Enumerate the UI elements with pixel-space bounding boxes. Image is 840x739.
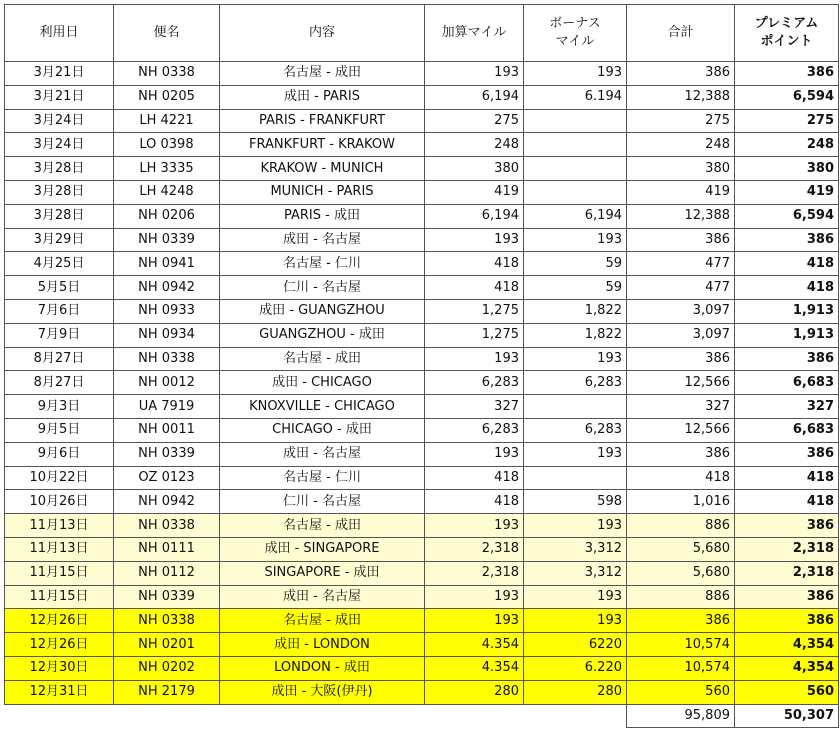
cell-miles: 275 [425, 109, 524, 133]
cell-flight: NH 0011 [114, 418, 220, 442]
cell-miles: 418 [425, 490, 524, 514]
cell-miles: 193 [425, 585, 524, 609]
cell-date: 3月24日 [5, 133, 114, 157]
cell-points: 386 [735, 609, 839, 633]
cell-date: 7月6日 [5, 299, 114, 323]
cell-miles: 4.354 [425, 656, 524, 680]
cell-flight: NH 0338 [114, 609, 220, 633]
cell-route: 名古屋 - 成田 [220, 347, 425, 371]
cell-date: 11月13日 [5, 514, 114, 538]
cell-total: 386 [627, 442, 735, 466]
cell-bonus [524, 109, 627, 133]
cell-route: CHICAGO - 成田 [220, 418, 425, 442]
table-row [5, 418, 839, 442]
cell-route: 名古屋 - 成田 [220, 609, 425, 633]
cell-miles: 419 [425, 180, 524, 204]
cell-date: 3月29日 [5, 228, 114, 252]
table-row [5, 109, 839, 133]
cell-miles: 2,318 [425, 537, 524, 561]
cell-date: 8月27日 [5, 347, 114, 371]
column-header-bonus: ボーナス マイル [524, 5, 627, 62]
table-row [5, 442, 839, 466]
cell-total: 10,574 [627, 633, 735, 657]
cell-route: 仁川 - 名古屋 [220, 490, 425, 514]
cell-flight: NH 0205 [114, 85, 220, 109]
table-row [5, 323, 839, 347]
cell-total: 5,680 [627, 561, 735, 585]
cell-bonus: 3,312 [524, 537, 627, 561]
blank-cell [220, 704, 425, 728]
cell-route: KRAKOW - MUNICH [220, 157, 425, 181]
header-row [5, 5, 839, 62]
table-row [5, 585, 839, 609]
cell-points: 2,318 [735, 537, 839, 561]
cell-miles: 6,194 [425, 204, 524, 228]
cell-miles: 248 [425, 133, 524, 157]
cell-date: 5月5日 [5, 276, 114, 300]
cell-date: 11月15日 [5, 561, 114, 585]
column-header-date: 利用日 [5, 5, 114, 62]
cell-miles: 6,283 [425, 371, 524, 395]
cell-flight: NH 0941 [114, 252, 220, 276]
column-header-total: 合計 [627, 5, 735, 62]
cell-date: 12月26日 [5, 633, 114, 657]
cell-total: 327 [627, 395, 735, 419]
grand-total-miles: 95,809 [627, 704, 735, 728]
table-row [5, 276, 839, 300]
table-row [5, 466, 839, 490]
cell-points: 2,318 [735, 561, 839, 585]
cell-miles: 4.354 [425, 633, 524, 657]
cell-points: 4,354 [735, 656, 839, 680]
table-body [5, 62, 839, 728]
cell-route: 仁川 - 名古屋 [220, 276, 425, 300]
cell-miles: 193 [425, 514, 524, 538]
column-header-points: プレミアム ポイント [735, 5, 839, 62]
cell-total: 560 [627, 680, 735, 704]
cell-bonus [524, 466, 627, 490]
cell-date: 9月6日 [5, 442, 114, 466]
cell-points: 380 [735, 157, 839, 181]
cell-points: 386 [735, 62, 839, 86]
cell-flight: NH 2179 [114, 680, 220, 704]
cell-points: 6,683 [735, 371, 839, 395]
cell-bonus: 193 [524, 442, 627, 466]
cell-flight: NH 0338 [114, 62, 220, 86]
cell-total: 380 [627, 157, 735, 181]
cell-points: 1,913 [735, 299, 839, 323]
cell-total: 3,097 [627, 299, 735, 323]
cell-bonus: 193 [524, 228, 627, 252]
cell-miles: 2,318 [425, 561, 524, 585]
cell-flight: NH 0942 [114, 276, 220, 300]
cell-flight: LH 4221 [114, 109, 220, 133]
cell-points: 418 [735, 252, 839, 276]
cell-points: 6,594 [735, 204, 839, 228]
cell-date: 3月28日 [5, 157, 114, 181]
cell-flight: UA 7919 [114, 395, 220, 419]
table-row [5, 62, 839, 86]
cell-bonus: 3,312 [524, 561, 627, 585]
cell-date: 3月28日 [5, 180, 114, 204]
cell-points: 386 [735, 228, 839, 252]
column-header-route: 内容 [220, 5, 425, 62]
cell-total: 5,680 [627, 537, 735, 561]
cell-miles: 193 [425, 62, 524, 86]
cell-total: 12,566 [627, 371, 735, 395]
cell-miles: 418 [425, 276, 524, 300]
cell-bonus: 6.194 [524, 85, 627, 109]
table-row [5, 180, 839, 204]
cell-route: FRANKFURT - KRAKOW [220, 133, 425, 157]
cell-miles: 1,275 [425, 323, 524, 347]
table-row [5, 656, 839, 680]
table-row [5, 133, 839, 157]
cell-total: 12,388 [627, 85, 735, 109]
cell-points: 4,354 [735, 633, 839, 657]
cell-flight: OZ 0123 [114, 466, 220, 490]
cell-total: 419 [627, 180, 735, 204]
cell-flight: NH 0934 [114, 323, 220, 347]
cell-bonus: 6220 [524, 633, 627, 657]
totals-row [5, 704, 839, 728]
cell-miles: 1,275 [425, 299, 524, 323]
cell-bonus: 598 [524, 490, 627, 514]
cell-route: 成田 - GUANGZHOU [220, 299, 425, 323]
table-row [5, 537, 839, 561]
cell-total: 386 [627, 609, 735, 633]
cell-bonus: 193 [524, 347, 627, 371]
cell-route: 成田 - 大阪(伊丹) [220, 680, 425, 704]
cell-flight: NH 0339 [114, 228, 220, 252]
cell-points: 560 [735, 680, 839, 704]
cell-total: 477 [627, 252, 735, 276]
cell-date: 10月26日 [5, 490, 114, 514]
cell-route: 名古屋 - 仁川 [220, 252, 425, 276]
cell-bonus: 193 [524, 609, 627, 633]
cell-bonus: 59 [524, 276, 627, 300]
cell-total: 386 [627, 62, 735, 86]
table-row [5, 252, 839, 276]
cell-route: 成田 - 名古屋 [220, 228, 425, 252]
cell-flight: LO 0398 [114, 133, 220, 157]
cell-flight: NH 0201 [114, 633, 220, 657]
cell-bonus: 280 [524, 680, 627, 704]
cell-route: LONDON - 成田 [220, 656, 425, 680]
cell-date: 3月21日 [5, 85, 114, 109]
cell-date: 12月30日 [5, 656, 114, 680]
cell-date: 7月9日 [5, 323, 114, 347]
cell-points: 1,913 [735, 323, 839, 347]
cell-flight: NH 0206 [114, 204, 220, 228]
cell-points: 418 [735, 490, 839, 514]
cell-miles: 6,283 [425, 418, 524, 442]
table-row [5, 85, 839, 109]
cell-points: 386 [735, 514, 839, 538]
cell-points: 248 [735, 133, 839, 157]
cell-flight: NH 0942 [114, 490, 220, 514]
cell-date: 10月22日 [5, 466, 114, 490]
cell-total: 12,566 [627, 418, 735, 442]
cell-total: 886 [627, 585, 735, 609]
table-row [5, 371, 839, 395]
cell-bonus [524, 157, 627, 181]
cell-bonus: 193 [524, 514, 627, 538]
table-row [5, 299, 839, 323]
cell-bonus: 1,822 [524, 323, 627, 347]
cell-points: 6,594 [735, 85, 839, 109]
cell-miles: 418 [425, 466, 524, 490]
cell-points: 419 [735, 180, 839, 204]
cell-date: 9月3日 [5, 395, 114, 419]
cell-points: 418 [735, 466, 839, 490]
cell-bonus [524, 133, 627, 157]
cell-points: 386 [735, 442, 839, 466]
cell-miles: 193 [425, 442, 524, 466]
blank-cell [114, 704, 220, 728]
cell-date: 3月21日 [5, 62, 114, 86]
cell-flight: NH 0202 [114, 656, 220, 680]
cell-bonus [524, 180, 627, 204]
cell-bonus: 6.220 [524, 656, 627, 680]
cell-bonus: 59 [524, 252, 627, 276]
table-row [5, 395, 839, 419]
cell-date: 12月31日 [5, 680, 114, 704]
cell-points: 275 [735, 109, 839, 133]
column-header-miles: 加算マイル [425, 5, 524, 62]
cell-date: 11月15日 [5, 585, 114, 609]
cell-total: 1,016 [627, 490, 735, 514]
cell-total: 386 [627, 347, 735, 371]
table-row [5, 680, 839, 704]
cell-route: MUNICH - PARIS [220, 180, 425, 204]
cell-flight: NH 0339 [114, 585, 220, 609]
cell-bonus: 193 [524, 62, 627, 86]
table-row [5, 157, 839, 181]
cell-points: 386 [735, 585, 839, 609]
cell-points: 327 [735, 395, 839, 419]
cell-miles: 193 [425, 347, 524, 371]
cell-route: 名古屋 - 仁川 [220, 466, 425, 490]
column-header-flight: 便名 [114, 5, 220, 62]
cell-total: 477 [627, 276, 735, 300]
flight-miles-table [4, 4, 839, 728]
cell-route: 成田 - CHICAGO [220, 371, 425, 395]
cell-miles: 418 [425, 252, 524, 276]
table-row [5, 609, 839, 633]
cell-route: 成田 - 名古屋 [220, 442, 425, 466]
cell-total: 248 [627, 133, 735, 157]
cell-date: 3月24日 [5, 109, 114, 133]
cell-flight: NH 0338 [114, 347, 220, 371]
cell-total: 275 [627, 109, 735, 133]
cell-total: 386 [627, 228, 735, 252]
cell-route: PARIS - 成田 [220, 204, 425, 228]
cell-bonus: 1,822 [524, 299, 627, 323]
cell-miles: 193 [425, 228, 524, 252]
cell-bonus: 6,283 [524, 418, 627, 442]
table-row [5, 633, 839, 657]
cell-date: 8月27日 [5, 371, 114, 395]
table-row [5, 490, 839, 514]
cell-route: PARIS - FRANKFURT [220, 109, 425, 133]
cell-date: 4月25日 [5, 252, 114, 276]
cell-flight: NH 0933 [114, 299, 220, 323]
cell-bonus: 193 [524, 585, 627, 609]
grand-total-points: 50,307 [735, 704, 839, 728]
cell-flight: NH 0338 [114, 514, 220, 538]
cell-date: 3月28日 [5, 204, 114, 228]
cell-route: 名古屋 - 成田 [220, 514, 425, 538]
cell-miles: 193 [425, 609, 524, 633]
blank-cell [425, 704, 524, 728]
table-row [5, 347, 839, 371]
cell-route: GUANGZHOU - 成田 [220, 323, 425, 347]
cell-flight: NH 0111 [114, 537, 220, 561]
cell-bonus: 6,283 [524, 371, 627, 395]
cell-miles: 6,194 [425, 85, 524, 109]
cell-total: 418 [627, 466, 735, 490]
cell-flight: NH 0012 [114, 371, 220, 395]
cell-route: 成田 - 名古屋 [220, 585, 425, 609]
cell-flight: NH 0339 [114, 442, 220, 466]
cell-total: 3,097 [627, 323, 735, 347]
cell-bonus [524, 395, 627, 419]
cell-route: KNOXVILLE - CHICAGO [220, 395, 425, 419]
cell-route: 成田 - PARIS [220, 85, 425, 109]
blank-cell [524, 704, 627, 728]
cell-points: 386 [735, 347, 839, 371]
table-row [5, 561, 839, 585]
cell-miles: 280 [425, 680, 524, 704]
table-row [5, 204, 839, 228]
cell-total: 886 [627, 514, 735, 538]
cell-date: 9月5日 [5, 418, 114, 442]
cell-total: 10,574 [627, 656, 735, 680]
blank-cell [5, 704, 114, 728]
cell-total: 12,388 [627, 204, 735, 228]
cell-route: SINGAPORE - 成田 [220, 561, 425, 585]
cell-flight: LH 4248 [114, 180, 220, 204]
table-row [5, 228, 839, 252]
cell-date: 12月26日 [5, 609, 114, 633]
cell-date: 11月13日 [5, 537, 114, 561]
cell-flight: LH 3335 [114, 157, 220, 181]
table-row [5, 514, 839, 538]
cell-route: 名古屋 - 成田 [220, 62, 425, 86]
cell-flight: NH 0112 [114, 561, 220, 585]
cell-route: 成田 - LONDON [220, 633, 425, 657]
cell-miles: 380 [425, 157, 524, 181]
cell-miles: 327 [425, 395, 524, 419]
cell-route: 成田 - SINGAPORE [220, 537, 425, 561]
cell-points: 418 [735, 276, 839, 300]
cell-bonus: 6,194 [524, 204, 627, 228]
cell-points: 6,683 [735, 418, 839, 442]
